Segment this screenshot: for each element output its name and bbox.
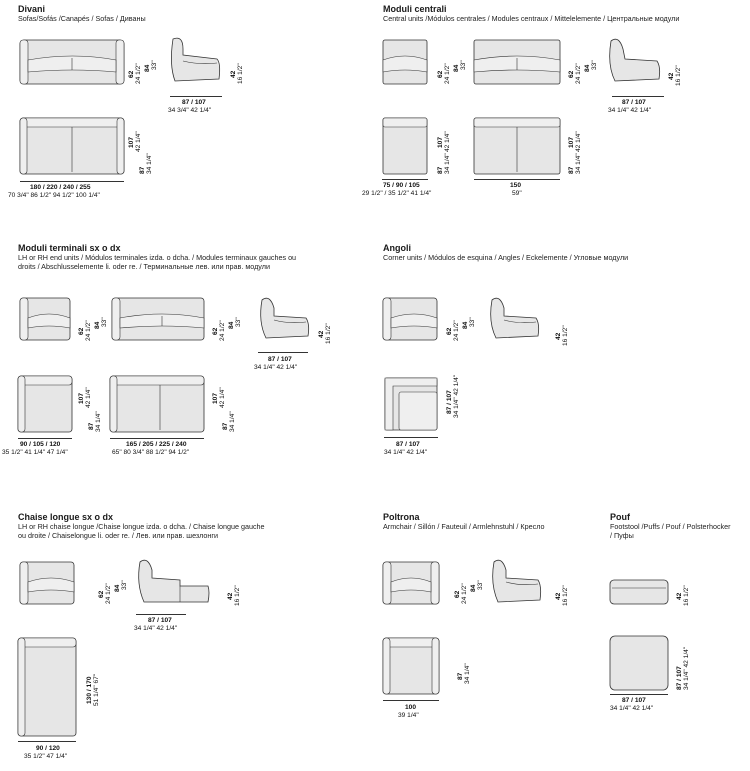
dim-line — [610, 694, 668, 695]
armchair-front-view — [381, 560, 443, 608]
dim-height-84-in: 33" — [101, 317, 108, 327]
section-title-pouf: Pouf — [610, 512, 630, 522]
dim-depth-in: 34 1/4" 42 1/4" — [384, 449, 428, 456]
dim-height-84-in-b: 33" — [591, 60, 598, 70]
central-unit-large-top — [472, 116, 564, 178]
corner-unit-side-view — [486, 294, 544, 344]
chaise-front-view — [18, 560, 78, 608]
dim-width-in: 35 1/2" 47 1/4" — [24, 753, 68, 760]
section-subtitle-pouf-1: Footstool /Puffs / Pouf / Polsterhocker — [610, 522, 731, 531]
section-subtitle-poltrona: Armchair / Sillón / Fauteuil / Armlehnstuhl / Кресло — [383, 522, 545, 531]
end-unit-large-top — [108, 374, 208, 436]
dim-top: 87 — [457, 672, 464, 680]
dim-top-87-in-b: 34 1/4" — [229, 411, 236, 432]
dim-seat-42: 42 — [676, 592, 683, 600]
dim-top: 87 / 107 — [446, 390, 453, 414]
section-title-terminali: Moduli terminali sx o dx — [18, 243, 121, 253]
dim-depth: 87 / 107 — [182, 99, 206, 106]
dim-width: 87 / 107 — [622, 697, 646, 704]
chaise-top-view — [16, 636, 80, 740]
dim-height-84-b: 84 — [584, 64, 591, 72]
corner-unit-front — [381, 296, 441, 344]
dim-line — [18, 438, 72, 439]
dim-line — [18, 741, 76, 742]
dim-seat-42: 42 — [555, 592, 562, 600]
dim-line — [136, 614, 186, 615]
dim-height-84-in-b: 33" — [235, 317, 242, 327]
dim-line — [612, 96, 664, 97]
dim-height-62-in: 24 1/2" — [85, 320, 92, 341]
dim-seat-42: 42 — [318, 330, 325, 338]
dim-top-87-b: 87 — [568, 166, 575, 174]
dim-top-107: 107 — [78, 392, 85, 404]
dim-top: 130 / 170 — [86, 676, 93, 704]
section-title-angoli: Angoli — [383, 243, 411, 253]
dim-top-87-b: 87 — [222, 422, 229, 430]
dim-height-62: 62 — [454, 590, 461, 598]
central-unit-large-front — [472, 38, 564, 88]
dim-top-87: 87 — [437, 166, 444, 174]
dim-seat-42-in: 16 1/2" — [683, 585, 690, 606]
sofa-side-view — [165, 35, 225, 87]
dim-seat-42: 42 — [668, 72, 675, 80]
dim-width-small-in: 29 1/2" / 35 1/2" 41 1/4" — [362, 190, 432, 197]
dim-top-87: 87 — [88, 422, 95, 430]
central-unit-side-view — [605, 35, 665, 87]
section-subtitle-terminali-1: LH or RH end units / Módulos terminales izda. o dcha. / Modules terminaux gauches ou — [18, 253, 297, 262]
section-subtitle-divani: Sofas/Sofás /Canapés / Sofas / Диваны — [18, 14, 146, 23]
dim-height-62: 62 — [446, 327, 453, 335]
dim-height-84-in: 33" — [477, 580, 484, 590]
dim-width-small-in: 35 1/2" 41 1/4" 47 1/4" — [2, 449, 68, 456]
dim-height-84: 84 — [462, 321, 469, 329]
dim-width: 90 / 120 — [36, 745, 60, 752]
dim-width-in: 70 3/4" 86 1/2" 94 1/2" 100 1/4" — [8, 192, 100, 199]
central-unit-small-top — [381, 116, 431, 178]
dim-height-84-in: 33" — [469, 317, 476, 327]
dim-height-84: 84 — [114, 584, 121, 592]
dim-line — [258, 352, 308, 353]
central-unit-small-front — [381, 38, 431, 88]
chaise-side-view — [134, 556, 214, 608]
section-title-divani: Divani — [18, 4, 46, 14]
sofa-front-view — [18, 38, 128, 88]
dim-depth-in: 34 1/4" 42 1/4" — [134, 625, 178, 632]
end-unit-small-front — [18, 296, 74, 344]
dim-top-in: 34 1/4" — [464, 663, 471, 684]
dim-width: 100 — [405, 704, 417, 711]
dim-top-in: 34 1/4" 42 1/4" — [453, 374, 460, 418]
section-subtitle-terminali-2: droits / Abschlusselemente li. oder re. / Терминальные лев. или прав. модули — [18, 262, 270, 271]
section-subtitle-chaise-2: ou droite / Chaiselongue li. oder re. / Лев. или прав. шезлонги — [18, 531, 219, 540]
dim-height-84-in: 33" — [460, 60, 467, 70]
dim-seat-42-in: 16 1/2" — [675, 65, 682, 86]
armchair-side-view — [488, 556, 546, 608]
end-unit-large-front — [110, 296, 206, 344]
dim-depth-in: 34 3/4" 42 1/4" — [168, 107, 212, 114]
dim-depth: 87 / 107 — [148, 617, 172, 624]
dim-top-107-b: 107 — [212, 392, 219, 404]
dim-top-107-in: 42 1/4" — [444, 131, 451, 152]
section-subtitle-pouf-2: / Пуфы — [610, 531, 634, 540]
dim-height-84-in: 33" — [121, 580, 128, 590]
dim-depth-in: 34 1/4" 42 1/4" — [254, 364, 298, 371]
pouf-front-view — [608, 578, 672, 608]
end-unit-small-top — [16, 374, 76, 436]
dim-line — [20, 181, 124, 182]
dim-width-large-in: 65" 80 3/4" 88 1/2" 94 1/2" — [112, 449, 190, 456]
dim-height-62: 62 — [78, 327, 85, 335]
dim-height-62-in: 24 1/2" — [453, 320, 460, 341]
armchair-top-view — [381, 636, 443, 698]
dim-width-large: 150 — [510, 182, 522, 189]
section-subtitle-chaise-1: LH or RH chaise longue /Chaise longue izda. o dcha. / Chaise longue gauche — [18, 522, 265, 531]
pouf-top-view — [608, 634, 672, 694]
dim-width-small: 75 / 90 / 105 — [383, 182, 420, 189]
dim-line — [170, 96, 222, 97]
dim-height-62-b: 62 — [212, 327, 219, 335]
sofa-top-view — [18, 116, 128, 178]
dim-height-62-in-b: 24 1/2" — [219, 320, 226, 341]
dim-top-87-in: 34 1/4" — [146, 153, 153, 174]
dim-line — [383, 700, 439, 701]
dim-height-62-in-b: 24 1/2" — [575, 63, 582, 84]
dim-top-107: 107 — [128, 136, 135, 148]
section-subtitle-angoli: Corner units / Módulos de esquina / Angles / Eckelemente / Угловые модули — [383, 253, 629, 262]
dim-top-107-in: 42 1/4" — [85, 387, 92, 408]
dim-depth: 87 / 107 — [396, 441, 420, 448]
dim-seat-42-in: 16 1/2" — [234, 585, 241, 606]
dim-depth-in: 34 1/4" 42 1/4" — [608, 107, 652, 114]
dim-top-87: 87 — [139, 166, 146, 174]
dim-depth: 87 / 107 — [622, 99, 646, 106]
dim-seat-42: 42 — [230, 70, 237, 78]
dim-top-107: 107 — [437, 136, 444, 148]
dim-height-84-in: 33" — [151, 60, 158, 70]
dim-seat-42: 42 — [227, 592, 234, 600]
dim-line — [474, 179, 560, 180]
dim-seat-42: 42 — [555, 332, 562, 340]
dim-height-84: 84 — [453, 64, 460, 72]
dim-height-62: 62 — [98, 590, 105, 598]
dim-height-84: 84 — [470, 584, 477, 592]
dim-height-62-in: 24 1/2" — [461, 583, 468, 604]
dim-seat-42-in: 16 1/2" — [325, 323, 332, 344]
corner-unit-top — [383, 376, 441, 434]
dim-top-87-in: 34 1/4" — [95, 411, 102, 432]
dim-top-87-in: 34 1/4" — [444, 153, 451, 174]
section-subtitle-moduli-centrali: Central units /Módulos centrales / Modules centraux / Mittelelemente / Центральные модули — [383, 14, 680, 23]
dim-width-in: 34 1/4" 42 1/4" — [610, 705, 654, 712]
dim-line — [384, 437, 438, 438]
dim-line — [110, 438, 204, 439]
dim-height-84: 84 — [144, 64, 151, 72]
dim-width-large-in: 59" — [512, 190, 522, 197]
dim-width: 180 / 220 / 240 / 255 — [30, 184, 91, 191]
dim-depth: 87 / 107 — [268, 356, 292, 363]
dim-top-107-in-b: 42 1/4" — [575, 131, 582, 152]
end-unit-side-view — [256, 294, 314, 344]
section-title-chaise: Chaise longue sx o dx — [18, 512, 114, 522]
dim-height-84: 84 — [94, 321, 101, 329]
dim-height-62: 62 — [437, 70, 444, 78]
dim-height-84-b: 84 — [228, 321, 235, 329]
dim-top-87-in-b: 34 1/4" — [575, 153, 582, 174]
dim-height-62-b: 62 — [568, 70, 575, 78]
dim-seat-42-in: 16 1/2" — [562, 585, 569, 606]
dim-top-in: 51 1/4" 67" — [93, 673, 100, 706]
dim-line — [382, 179, 428, 180]
dim-height-62-in: 24 1/2" — [135, 63, 142, 84]
dim-top-107-in-b: 42 1/4" — [219, 387, 226, 408]
dim-height-62-in: 24 1/2" — [105, 583, 112, 604]
section-title-poltrona: Poltrona — [383, 512, 420, 522]
dim-seat-42-in: 16 1/2" — [237, 63, 244, 84]
dim-width-small: 90 / 105 / 120 — [20, 441, 61, 448]
dim-top-in: 34 1/4" 42 1/4" — [683, 646, 690, 690]
dim-top-107-b: 107 — [568, 136, 575, 148]
section-title-moduli-centrali: Moduli centrali — [383, 4, 447, 14]
dim-width-large: 165 / 205 / 225 / 240 — [126, 441, 187, 448]
dim-height-62: 62 — [128, 70, 135, 78]
dim-top: 87 / 107 — [676, 666, 683, 690]
dim-width-in: 39 1/4" — [398, 712, 419, 719]
dim-height-62-in: 24 1/2" — [444, 63, 451, 84]
dim-top-107-in: 42 1/4" — [135, 131, 142, 152]
dim-seat-42-in: 16 1/2" — [562, 325, 569, 346]
